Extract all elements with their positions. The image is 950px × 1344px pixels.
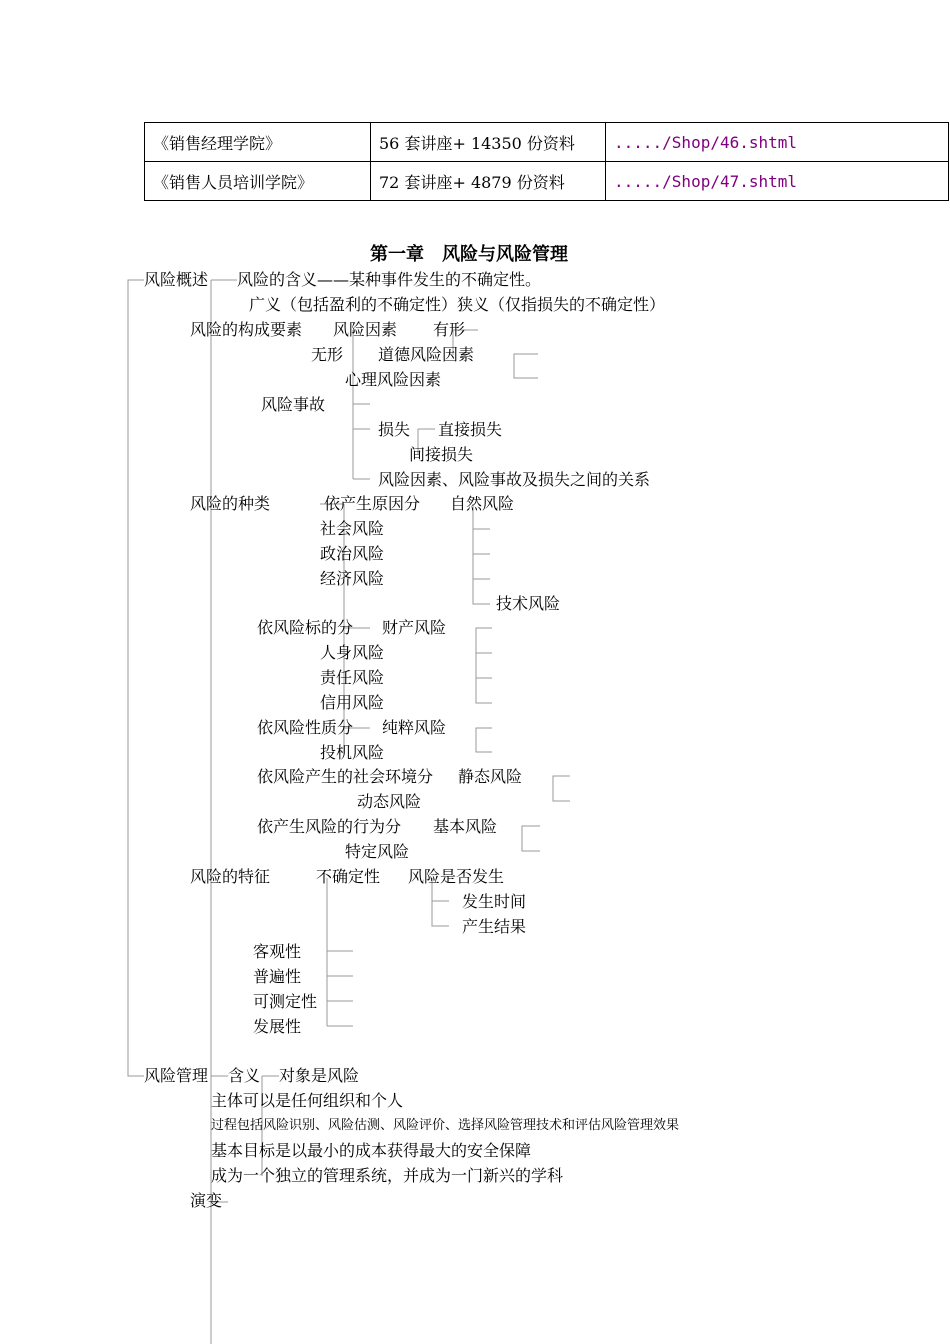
resource-link[interactable]: ...../Shop/46.shtml — [606, 123, 949, 162]
chapter-title: 第一章 风险与风险管理 — [370, 244, 568, 265]
outline-system: 成为一个独立的管理系统，并成为一门新兴的学科 — [211, 1166, 564, 1185]
outline-tangible: 有形 — [433, 320, 466, 339]
outline-personal: 人身风险 — [320, 643, 385, 662]
outline-relation: 风险因素、风险事故及损失之间的关系 — [378, 470, 651, 489]
outline-whether: 风险是否发生 — [408, 867, 505, 886]
resource-name: 《销售经理学院》 — [145, 123, 371, 162]
outline-speculative: 投机风险 — [320, 743, 385, 762]
outline-credit: 信用风险 — [320, 693, 385, 712]
resource-link[interactable]: ...../Shop/47.shtml — [606, 162, 949, 201]
outline-tech: 技术风险 — [496, 594, 561, 613]
outline-target: 对象是风险 — [279, 1066, 360, 1085]
outline-factor: 风险因素 — [333, 320, 398, 339]
outline-indirect: 间接损失 — [409, 445, 474, 464]
outline-accident: 风险事故 — [261, 395, 326, 414]
outline-moral: 道德风险因素 — [378, 345, 475, 364]
outline-dynamic: 动态风险 — [357, 792, 422, 811]
outline-by-object: 依风险标的分 — [257, 618, 354, 637]
outline-pure: 纯粹风险 — [382, 718, 447, 737]
outline-by-cause: 依产生原因分 — [324, 494, 421, 513]
resource-name: 《销售人员培训学院》 — [145, 162, 371, 201]
outline-uncertainty: 不确定性 — [316, 867, 381, 886]
outline-psych: 心理风险因素 — [345, 370, 442, 389]
outline-process: 过程包括风险识别、风险估测、风险评价、选择风险管理技术和评估风险管理效果 — [211, 1118, 680, 1133]
outline-economic: 经济风险 — [320, 569, 385, 588]
outline-direct: 直接损失 — [438, 420, 503, 439]
outline-features: 风险的特征 — [190, 867, 271, 886]
outline-when: 发生时间 — [462, 892, 527, 911]
outline-developing: 发展性 — [253, 1017, 302, 1036]
outline-meaning: 风险的含义——某种事件发生的不确定性。 — [237, 270, 542, 289]
outline-measurable: 可测定性 — [253, 992, 318, 1011]
outline-by-nature: 依风险性质分 — [257, 718, 354, 737]
outline-definition: 含义 — [228, 1066, 261, 1085]
outline-intangible: 无形 — [311, 345, 344, 364]
outline-subject: 主体可以是任何组织和个人 — [211, 1091, 404, 1110]
root-bracket — [128, 280, 144, 1076]
outline-basic: 基本风险 — [433, 817, 498, 836]
outline-types: 风险的种类 — [190, 494, 271, 513]
outline-static: 静态风险 — [458, 767, 523, 786]
outline-by-env: 依风险产生的社会环境分 — [257, 767, 434, 786]
resource-desc: 56 套讲座+ 14350 份资料 — [371, 123, 606, 162]
outline-by-behavior: 依产生风险的行为分 — [257, 817, 402, 836]
outline-liability: 责任风险 — [320, 668, 385, 687]
resource-desc: 72 套讲座+ 4879 份资料 — [371, 162, 606, 201]
outline-loss: 损失 — [378, 420, 411, 439]
outline-universal: 普遍性 — [253, 967, 302, 986]
outline-specific: 特定风险 — [345, 842, 410, 861]
outline-result: 产生结果 — [462, 917, 527, 936]
outline-objective: 客观性 — [253, 942, 302, 961]
outline-political: 政治风险 — [320, 544, 385, 563]
outline-social: 社会风险 — [320, 519, 385, 538]
outline-property: 财产风险 — [382, 618, 447, 637]
outline-evolution: 演变 — [190, 1191, 223, 1210]
outline-components: 风险的构成要素 — [190, 320, 303, 339]
outline-goal: 基本目标是以最小的成本获得最大的安全保障 — [211, 1141, 532, 1160]
outline-broad: 广义（包括盈利的不确定性）狭义（仅指损失的不确定性） — [249, 295, 666, 314]
outline-management: 风险管理 — [144, 1066, 209, 1085]
outline-overview: 风险概述 — [144, 270, 209, 289]
outline-natural: 自然风险 — [450, 494, 515, 513]
